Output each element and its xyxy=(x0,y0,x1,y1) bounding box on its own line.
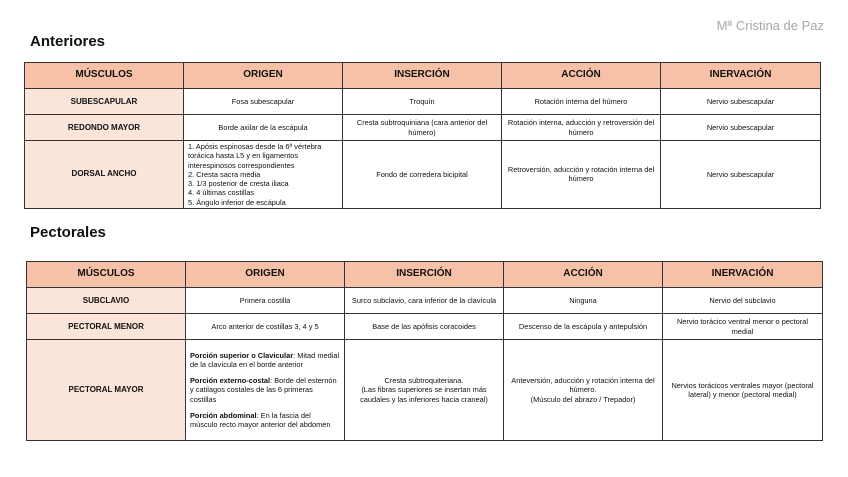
origin-part-label: Porción externo-costal xyxy=(190,376,271,386)
cell-insercion: Cresta subtroquiniana (cara anterior del húmero) xyxy=(343,115,502,141)
table-row xyxy=(25,115,821,141)
cell-accion: Rotación interna, aducción y retroversión del húmero xyxy=(502,115,661,141)
muscle-name: PECTORAL MENOR xyxy=(27,314,186,340)
list-item: 3. 1/3 posterior de cresta iliaca xyxy=(188,179,289,188)
origin-list xyxy=(188,142,338,207)
cell-insercion: Base de las apófisis coracoides xyxy=(345,314,504,340)
action-line: Anteversión, aducción y rotación interna del húmero. xyxy=(511,376,655,395)
muscle-name: SUBCLAVIO xyxy=(27,288,186,314)
header-origen: ORIGEN xyxy=(186,262,345,288)
cell-origen: Fosa subescapular xyxy=(184,89,343,115)
origin-part-text: : En la fascia del músculo recto mayor anterior del abdomen xyxy=(190,410,331,430)
header-origen: ORIGEN xyxy=(184,63,343,89)
cell-accion: Descenso de la escápula y antepulsión xyxy=(504,314,663,340)
list-item: 4. 4 últimas costillas xyxy=(188,188,255,198)
origin-part-text: : Borde del esternón y catilagos costales de las 6 primeras costillas xyxy=(190,376,337,404)
origin-part-label: Porción abdominal xyxy=(190,410,257,420)
header-musculos: MÚSCULOS xyxy=(27,262,186,288)
insertion-line: Cresta subtroquiteriana. xyxy=(384,376,464,386)
cell-accion: Retroversión, aducción y rotación interna del húmero xyxy=(502,141,661,209)
cell-inervacion: Nervios torácicos ventrales mayor (pectoral lateral) y menor (pectoral medial) xyxy=(663,340,823,441)
origin-part-label: Porción superior o Clavicular xyxy=(190,350,294,360)
action-note: (Músculo del abrazo / Trepador) xyxy=(530,394,636,404)
muscle-name: DORSAL ANCHO xyxy=(25,141,184,209)
cell-insercion xyxy=(345,340,504,441)
header-insercion: INSERCIÓN xyxy=(345,262,504,288)
table-header-row xyxy=(27,262,823,288)
cell-accion: Ninguna xyxy=(504,288,663,314)
cell-origen: Arco anterior de costillas 3, 4 y 5 xyxy=(186,314,345,340)
list-item: 5. Ángulo inferior de escápula xyxy=(188,197,286,207)
muscle-name: PECTORAL MAYOR xyxy=(27,340,186,441)
origin-part xyxy=(190,351,340,370)
cell-accion: Rotación interna del húmero xyxy=(502,89,661,115)
cell-inervacion: Nervio subescapular xyxy=(661,141,821,209)
cell-insercion: Troquín xyxy=(343,89,502,115)
author-name: Mª Cristina de Paz xyxy=(716,18,824,33)
table-row xyxy=(27,314,823,340)
list-item: 1. Apósis espinosas desde la 6ª vértebra torácica hasta L5 y en ligamentos interespinosos correspondientes xyxy=(188,142,322,170)
section-title-anteriores: Anteriores xyxy=(30,33,106,50)
list-item: 2. Cresta sacra media xyxy=(188,169,261,179)
table-row xyxy=(27,288,823,314)
cell-inervacion: Nervio del subclavio xyxy=(663,288,823,314)
header-musculos: MÚSCULOS xyxy=(25,63,184,89)
table-header-row xyxy=(25,63,821,89)
cell-inervacion: Nervio torácico ventral menor o pectoral medial xyxy=(663,314,823,340)
section-title-pectorales: Pectorales xyxy=(30,224,106,241)
table-pectorales xyxy=(26,261,823,441)
cell-origen: Borde axilar de la escápula xyxy=(184,115,343,141)
cell-origen xyxy=(184,141,343,209)
table-row xyxy=(27,340,823,441)
cell-origen: Primera costilla xyxy=(186,288,345,314)
header-accion: ACCIÓN xyxy=(504,262,663,288)
origin-part xyxy=(190,376,340,404)
cell-insercion: Surco subclavio, cara inferior de la clavícula xyxy=(345,288,504,314)
header-inervacion: INERVACIÓN xyxy=(663,262,823,288)
table-anteriores xyxy=(24,62,821,209)
header-inervacion: INERVACIÓN xyxy=(661,63,821,89)
table-row xyxy=(25,141,821,209)
cell-origen xyxy=(186,340,345,441)
insertion-note: (Las fibras superiores se insertan más caudales y las inferiores hacia craneal) xyxy=(360,385,488,404)
muscle-name: SUBESCAPULAR xyxy=(25,89,184,115)
muscle-name: REDONDO MAYOR xyxy=(25,115,184,141)
origin-part-text: : Mitad medial de la clavícula en el borde anterior xyxy=(190,350,340,369)
cell-accion xyxy=(504,340,663,441)
cell-insercion: Fondo de corredera bicipital xyxy=(343,141,502,209)
header-accion: ACCIÓN xyxy=(502,63,661,89)
header-insercion: INSERCIÓN xyxy=(343,63,502,89)
cell-inervacion: Nervio subescapular xyxy=(661,115,821,141)
cell-inervacion: Nervio subescapular xyxy=(661,89,821,115)
table-row xyxy=(25,89,821,115)
origin-part xyxy=(190,411,340,430)
